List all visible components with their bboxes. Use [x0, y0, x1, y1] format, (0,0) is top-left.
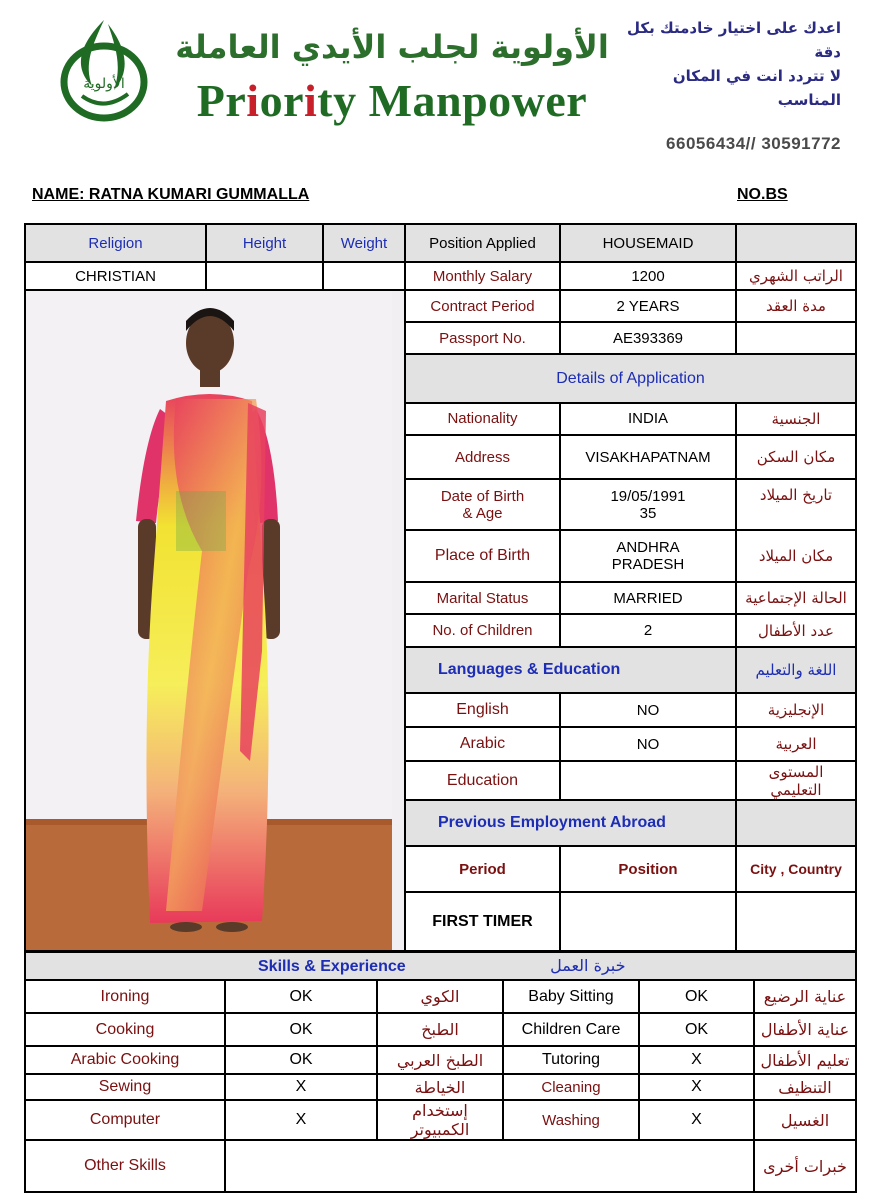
company-logo-emblem-icon — [48, 16, 160, 128]
weight-header: Weight — [323, 224, 405, 262]
phone-numbers: 66056434// 30591772 — [666, 134, 841, 153]
religion-value: CHRISTIAN — [25, 262, 206, 290]
nationality-label: Nationality — [405, 403, 560, 435]
skill-tutoring-arabic: تعليم الأطفال — [754, 1046, 856, 1074]
place-of-birth-value — [560, 530, 736, 582]
passport-value: AE393369 — [560, 322, 736, 354]
skill-children-care-label: Children Care — [503, 1013, 639, 1046]
skills-table — [24, 951, 857, 1193]
skill-arabic-cooking-value: OK — [225, 1046, 377, 1074]
education-label: Education — [405, 761, 560, 799]
position-applied-extra — [736, 224, 856, 262]
skill-baby-sitting-arabic: عناية الرضيع — [754, 980, 856, 1013]
svg-text:الأولوية: الأولوية — [83, 76, 125, 92]
skill-cleaning-label: Cleaning — [503, 1074, 639, 1100]
candidate-photo-cell — [25, 290, 405, 951]
contract-period-arabic: مدة العقد — [736, 290, 856, 322]
skill-computer-label: Computer — [25, 1100, 225, 1140]
contract-period-value: 2 YEARS — [560, 290, 736, 322]
education-arabic: المستوى التعليمي — [736, 761, 856, 799]
employment-section-arabic — [736, 800, 856, 846]
skill-ironing-value: OK — [225, 980, 377, 1013]
skill-computer-arabic: إستخدام الكمبيوتر — [377, 1100, 503, 1140]
languages-section-header: Languages & Education — [405, 647, 736, 693]
position-applied-value: HOUSEMAID — [560, 224, 736, 262]
dob-label-line-2: & Age — [462, 504, 503, 522]
skills-section-header — [25, 952, 856, 980]
candidate-name: NAME: RATNA KUMARI GUMMALLA — [32, 186, 310, 203]
address-arabic: مكان السكن — [736, 435, 856, 479]
skill-tutoring-label: Tutoring — [503, 1046, 639, 1074]
slogan-line-2: لا تتردد انت في المكان المناسب — [672, 67, 841, 109]
skill-baby-sitting-value: OK — [639, 980, 754, 1013]
religion-header: Religion — [25, 224, 206, 262]
reference-number: NO.BS — [737, 186, 788, 203]
skill-children-care-value: OK — [639, 1013, 754, 1046]
skill-washing-arabic: الغسيل — [754, 1100, 856, 1140]
first-timer-cell: FIRST TIMER — [405, 892, 560, 951]
employment-position-value — [560, 892, 736, 951]
dob-date: 19/05/1991 — [610, 487, 686, 505]
marital-status-arabic: الحالة الإجتماعية — [736, 582, 856, 614]
details-section-header: Details of Application — [405, 354, 856, 402]
employment-city-value — [736, 892, 856, 951]
skill-baby-sitting-label: Baby Sitting — [503, 980, 639, 1013]
monthly-salary-arabic: الراتب الشهري — [736, 262, 856, 290]
dob-value — [560, 479, 736, 529]
english-label: English — [405, 693, 560, 727]
skill-cooking-arabic: الطبخ — [377, 1013, 503, 1046]
address-value: VISAKHAPATNAM — [560, 435, 736, 479]
period-header: Period — [405, 846, 560, 892]
place-of-birth-line-2: PRADESH — [611, 555, 685, 573]
header — [0, 0, 869, 160]
skill-cleaning-arabic: التنظيف — [754, 1074, 856, 1100]
skill-sewing-value: X — [225, 1074, 377, 1100]
skill-ironing-label: Ironing — [25, 980, 225, 1013]
children-value: 2 — [560, 614, 736, 646]
city-country-header: City , Country — [736, 846, 856, 892]
other-skills-label: Other Skills — [25, 1140, 225, 1192]
slogan-line-1: اعدك على اختيار خادمتك بكل دقة — [627, 19, 841, 61]
address-label: Address — [405, 435, 560, 479]
place-of-birth-label: Place of Birth — [405, 530, 560, 582]
skill-sewing-arabic: الخياطة — [377, 1074, 503, 1100]
height-header: Height — [206, 224, 323, 262]
marital-status-label: Marital Status — [405, 582, 560, 614]
dob-label — [405, 479, 560, 529]
candidate-photo — [26, 291, 392, 950]
employment-section-header: Previous Employment Abroad — [405, 800, 736, 846]
nationality-value: INDIA — [560, 403, 736, 435]
monthly-salary-value: 1200 — [560, 262, 736, 290]
application-table — [24, 223, 857, 952]
company-name-arabic: الأولوية لجلب الأيدي العاملة — [175, 28, 609, 66]
english-value: NO — [560, 693, 736, 727]
skill-ironing-arabic: الكوي — [377, 980, 503, 1013]
skill-children-care-arabic: عناية الأطفال — [754, 1013, 856, 1046]
position-header: Position — [560, 846, 736, 892]
position-applied-label: Position Applied — [405, 224, 560, 262]
skills-title-arabic: خبرة العمل — [550, 956, 626, 975]
skill-cooking-value: OK — [225, 1013, 377, 1046]
skill-sewing-label: Sewing — [25, 1074, 225, 1100]
children-label: No. of Children — [405, 614, 560, 646]
company-name-english: Priority Manpower — [196, 75, 588, 126]
contract-period-label: Contract Period — [405, 290, 560, 322]
english-arabic: الإنجليزية — [736, 693, 856, 727]
arabic-language-arabic: العربية — [736, 727, 856, 761]
other-skills-value — [225, 1140, 754, 1192]
skill-washing-value: X — [639, 1100, 754, 1140]
height-value — [206, 262, 323, 290]
skill-washing-label: Washing — [503, 1100, 639, 1140]
nationality-arabic: الجنسية — [736, 403, 856, 435]
age-value: 35 — [639, 504, 657, 522]
dob-arabic: تاريخ الميلاد — [736, 479, 856, 529]
place-of-birth-line-1: ANDHRA — [616, 538, 680, 556]
dob-label-line-1: Date of Birth — [440, 487, 525, 505]
skill-cleaning-value: X — [639, 1074, 754, 1100]
arabic-language-label: Arabic — [405, 727, 560, 761]
passport-label: Passport No. — [405, 322, 560, 354]
skills-title: Skills & Experience — [258, 958, 406, 975]
monthly-salary-label: Monthly Salary — [405, 262, 560, 290]
marital-status-value: MARRIED — [560, 582, 736, 614]
weight-value — [323, 262, 405, 290]
company-slogan — [611, 16, 841, 112]
languages-section-arabic: اللغة والتعليم — [736, 647, 856, 693]
place-of-birth-arabic: مكان الميلاد — [736, 530, 856, 582]
skill-cooking-label: Cooking — [25, 1013, 225, 1046]
skill-arabic-cooking-arabic: الطبخ العربي — [377, 1046, 503, 1074]
skill-arabic-cooking-label: Arabic Cooking — [25, 1046, 225, 1074]
skill-computer-value: X — [225, 1100, 377, 1140]
skill-tutoring-value: X — [639, 1046, 754, 1074]
education-value — [560, 761, 736, 799]
children-arabic: عدد الأطفال — [736, 614, 856, 646]
passport-extra — [736, 322, 856, 354]
arabic-language-value: NO — [560, 727, 736, 761]
other-skills-arabic: خبرات أخرى — [754, 1140, 856, 1192]
